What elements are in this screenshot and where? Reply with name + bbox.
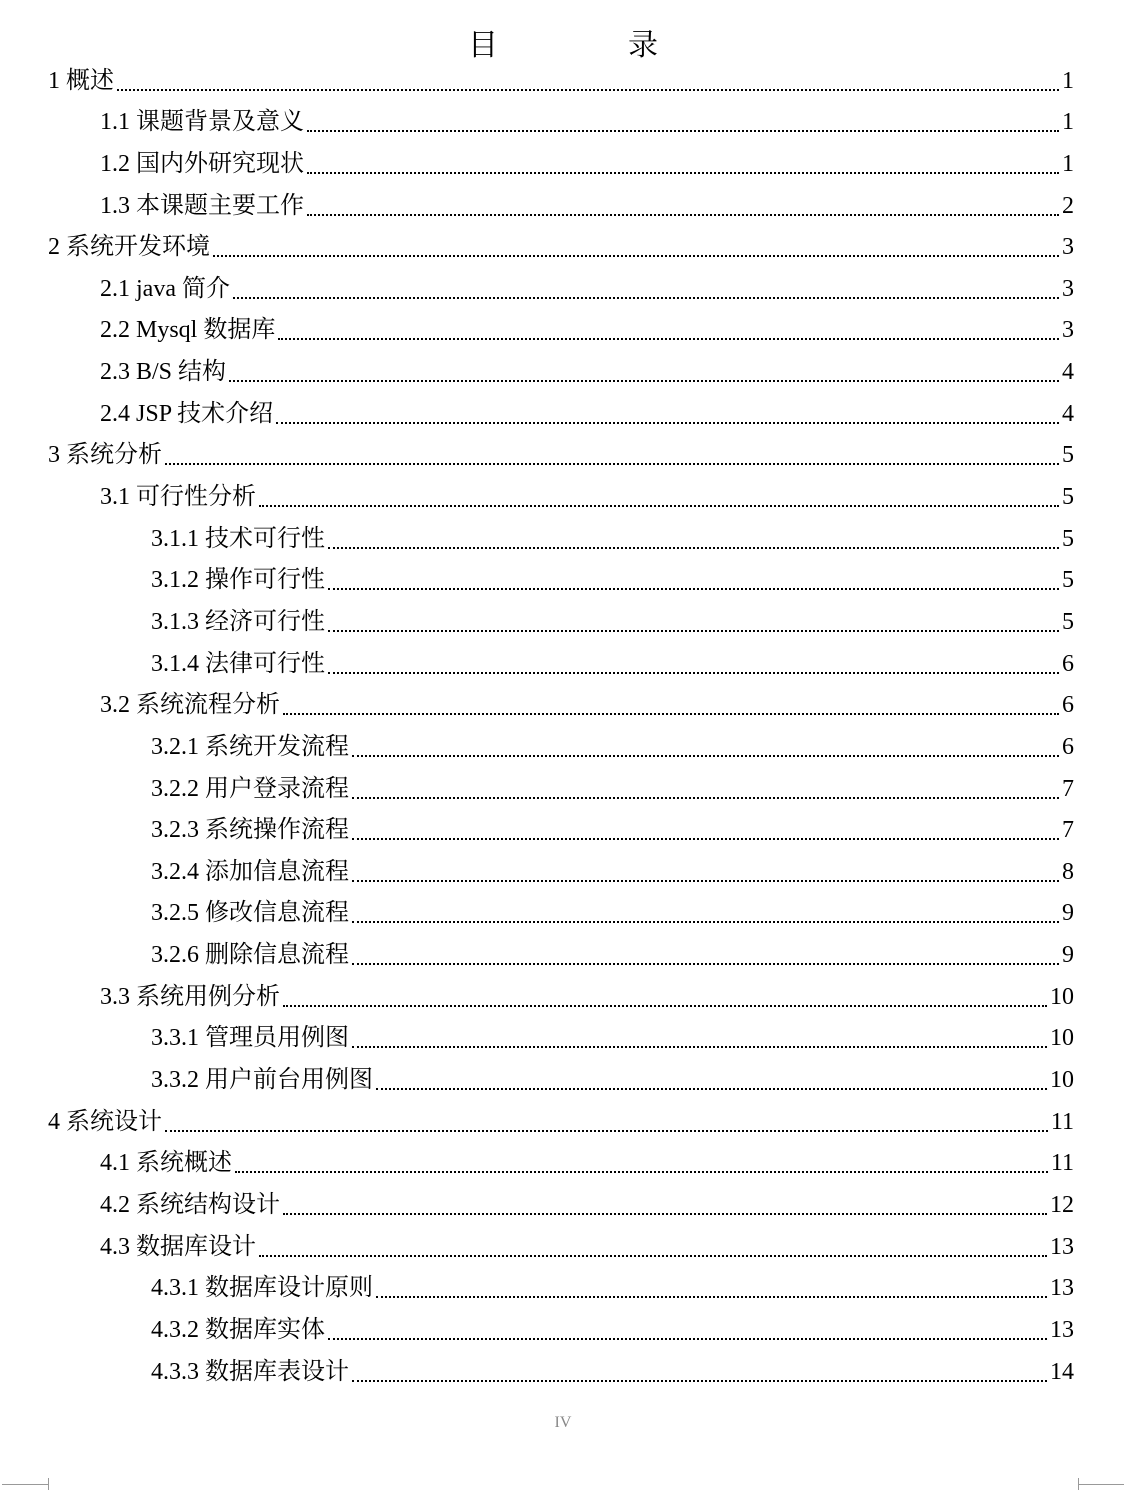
toc-entry-page-number: 4: [1062, 400, 1074, 427]
toc-leader-dots: [376, 1296, 1047, 1298]
toc-entry-label: 2.4 JSP 技术介绍: [100, 400, 274, 427]
toc-leader-dots: [283, 1005, 1047, 1007]
toc-entry-page-number: 2: [1062, 192, 1074, 219]
toc-leader-dots: [213, 255, 1059, 257]
toc-entry[interactable]: [0, 560, 1126, 602]
toc-entry-label: 3.3 系统用例分析: [100, 983, 280, 1010]
toc-entry-page-number: 11: [1050, 1150, 1074, 1177]
toc-leader-dots: [352, 755, 1059, 757]
toc-entry-label: 1.2 国内外研究现状: [100, 150, 304, 177]
toc-entry-page-number: 6: [1062, 692, 1074, 719]
toc-leader-dots: [328, 1338, 1047, 1340]
toc-entry-page-number: 3: [1062, 234, 1074, 261]
toc-entry-label: 1.3 本课题主要工作: [100, 192, 304, 219]
toc-entry[interactable]: [0, 934, 1126, 976]
toc-entry-label: 3.2.6 删除信息流程: [151, 942, 349, 969]
toc-leader-dots: [328, 672, 1059, 674]
toc-leader-dots: [328, 630, 1059, 632]
toc-entry-label: 1.1 课题背景及意义: [100, 109, 304, 136]
page-number: IV: [554, 1414, 572, 1431]
toc-entry[interactable]: [0, 851, 1126, 893]
toc-entry[interactable]: [0, 60, 1126, 102]
toc-entry-label: 3.1.4 法律可行性: [151, 650, 325, 677]
toc-entry[interactable]: [0, 518, 1126, 560]
toc-entry-label: 4.3.1 数据库设计原则: [151, 1275, 373, 1302]
toc-entry-page-number: 5: [1062, 525, 1074, 552]
toc-leader-dots: [352, 1046, 1047, 1048]
toc-leader-dots: [352, 797, 1059, 799]
toc-entry[interactable]: [0, 268, 1126, 310]
toc-entry-label: 4.1 系统概述: [100, 1150, 232, 1177]
toc-entry-label: 3.2 系统流程分析: [100, 692, 280, 719]
toc-entry[interactable]: [0, 351, 1126, 393]
toc-leader-dots: [376, 1088, 1047, 1090]
toc-entry-page-number: 10: [1050, 1025, 1074, 1052]
toc-entry-page-number: 10: [1050, 1067, 1074, 1094]
toc-leader-dots: [165, 1130, 1048, 1132]
toc-leader-dots: [307, 214, 1059, 216]
toc-entry[interactable]: [0, 143, 1126, 185]
toc-entry-label: 4.3 数据库设计: [100, 1233, 256, 1260]
toc-leader-dots: [352, 963, 1059, 965]
toc-entry[interactable]: [0, 1018, 1126, 1060]
toc-entry[interactable]: [0, 685, 1126, 727]
crop-tick-left: [48, 1478, 49, 1490]
toc-entry-label: 2.1 java 简介: [100, 275, 230, 302]
toc-entry[interactable]: [0, 1184, 1126, 1226]
toc-leader-dots: [276, 422, 1059, 424]
toc-entry-label: 3 系统分析: [48, 442, 162, 469]
toc-leader-dots: [233, 297, 1059, 299]
toc-leader-dots: [328, 547, 1059, 549]
toc-entry-page-number: 12: [1050, 1191, 1074, 1218]
toc-entry[interactable]: [0, 643, 1126, 685]
toc-entry-label: 3.2.4 添加信息流程: [151, 858, 349, 885]
toc-entry-label: 2 系统开发环境: [48, 234, 210, 261]
toc-entry-label: 3.1.2 操作可行性: [151, 567, 325, 594]
toc-entry[interactable]: [0, 102, 1126, 144]
toc-entry-page-number: 11: [1050, 1108, 1074, 1135]
toc-entry[interactable]: [0, 310, 1126, 352]
toc-entry-page-number: 1: [1062, 109, 1074, 136]
toc-entry-page-number: 14: [1050, 1358, 1074, 1385]
table-of-contents: [0, 60, 1126, 1393]
toc-entry-label: 2.2 Mysql 数据库: [100, 317, 276, 344]
toc-entry[interactable]: [0, 393, 1126, 435]
toc-leader-dots: [328, 588, 1059, 590]
toc-entry-page-number: 13: [1050, 1275, 1074, 1302]
toc-entry-label: 3.2.2 用户登录流程: [151, 775, 349, 802]
toc-entry[interactable]: [0, 435, 1126, 477]
toc-entry[interactable]: [0, 1351, 1126, 1393]
toc-entry[interactable]: [0, 893, 1126, 935]
toc-entry[interactable]: [0, 810, 1126, 852]
toc-entry[interactable]: [0, 185, 1126, 227]
toc-entry-page-number: 7: [1062, 775, 1074, 802]
toc-entry-page-number: 3: [1062, 317, 1074, 344]
toc-leader-dots: [283, 1213, 1047, 1215]
toc-entry[interactable]: [0, 227, 1126, 269]
toc-leader-dots: [307, 130, 1059, 132]
toc-leader-dots: [352, 838, 1059, 840]
toc-leader-dots: [307, 172, 1059, 174]
toc-leader-dots: [259, 1255, 1047, 1257]
toc-entry-page-number: 10: [1050, 983, 1074, 1010]
toc-leader-dots: [259, 505, 1059, 507]
toc-entry-label: 1 概述: [48, 67, 114, 94]
toc-leader-dots: [283, 713, 1059, 715]
toc-entry-label: 3.1 可行性分析: [100, 484, 256, 511]
toc-entry-label: 4.2 系统结构设计: [100, 1191, 280, 1218]
toc-entry-page-number: 8: [1062, 858, 1074, 885]
toc-entry-page-number: 6: [1062, 650, 1074, 677]
toc-entry-page-number: 3: [1062, 275, 1074, 302]
toc-entry[interactable]: [0, 1059, 1126, 1101]
toc-entry-page-number: 5: [1062, 608, 1074, 635]
toc-entry-label: 3.2.5 修改信息流程: [151, 900, 349, 927]
crop-tick-right: [1078, 1478, 1079, 1490]
toc-entry[interactable]: [0, 768, 1126, 810]
toc-entry-label: 3.3.1 管理员用例图: [151, 1025, 349, 1052]
toc-entry[interactable]: [0, 476, 1126, 518]
toc-entry[interactable]: [0, 1143, 1126, 1185]
toc-entry-page-number: 13: [1050, 1233, 1074, 1260]
toc-entry-page-number: 9: [1062, 900, 1074, 927]
toc-leader-dots: [352, 1380, 1047, 1382]
toc-entry-label: 3.2.3 系统操作流程: [151, 817, 349, 844]
toc-entry[interactable]: [0, 601, 1126, 643]
toc-entry-page-number: 5: [1062, 567, 1074, 594]
toc-entry-page-number: 4: [1062, 359, 1074, 386]
toc-entry-label: 4.3.2 数据库实体: [151, 1316, 325, 1343]
toc-entry-label: 3.3.2 用户前台用例图: [151, 1067, 373, 1094]
toc-leader-dots: [352, 880, 1059, 882]
toc-entry[interactable]: [0, 1268, 1126, 1310]
toc-leader-dots: [117, 89, 1059, 91]
toc-entry-label: 3.1.3 经济可行性: [151, 608, 325, 635]
toc-entry-page-number: 13: [1050, 1316, 1074, 1343]
toc-entry-page-number: 1: [1062, 150, 1074, 177]
toc-leader-dots: [235, 1171, 1048, 1173]
toc-entry-page-number: 6: [1062, 733, 1074, 760]
toc-leader-dots: [352, 921, 1059, 923]
toc-entry[interactable]: [0, 1101, 1126, 1143]
toc-entry-page-number: 1: [1062, 67, 1074, 94]
toc-entry[interactable]: [0, 1309, 1126, 1351]
toc-leader-dots: [165, 463, 1059, 465]
toc-entry-label: 3.1.1 技术可行性: [151, 525, 325, 552]
crop-mark-left: [2, 1484, 48, 1485]
toc-entry-page-number: 9: [1062, 942, 1074, 969]
toc-entry[interactable]: [0, 976, 1126, 1018]
toc-entry-label: 3.2.1 系统开发流程: [151, 733, 349, 760]
page-title: 目 录: [468, 29, 708, 63]
toc-leader-dots: [278, 338, 1059, 340]
toc-leader-dots: [229, 380, 1059, 382]
toc-entry-page-number: 5: [1062, 442, 1074, 469]
crop-mark-right: [1078, 1484, 1124, 1485]
toc-entry-label: 4 系统设计: [48, 1108, 162, 1135]
toc-entry-page-number: 7: [1062, 817, 1074, 844]
toc-entry-label: 4.3.3 数据库表设计: [151, 1358, 349, 1385]
toc-entry-label: 2.3 B/S 结构: [100, 359, 227, 386]
toc-entry[interactable]: [0, 726, 1126, 768]
toc-entry-page-number: 5: [1062, 484, 1074, 511]
toc-entry[interactable]: [0, 1226, 1126, 1268]
